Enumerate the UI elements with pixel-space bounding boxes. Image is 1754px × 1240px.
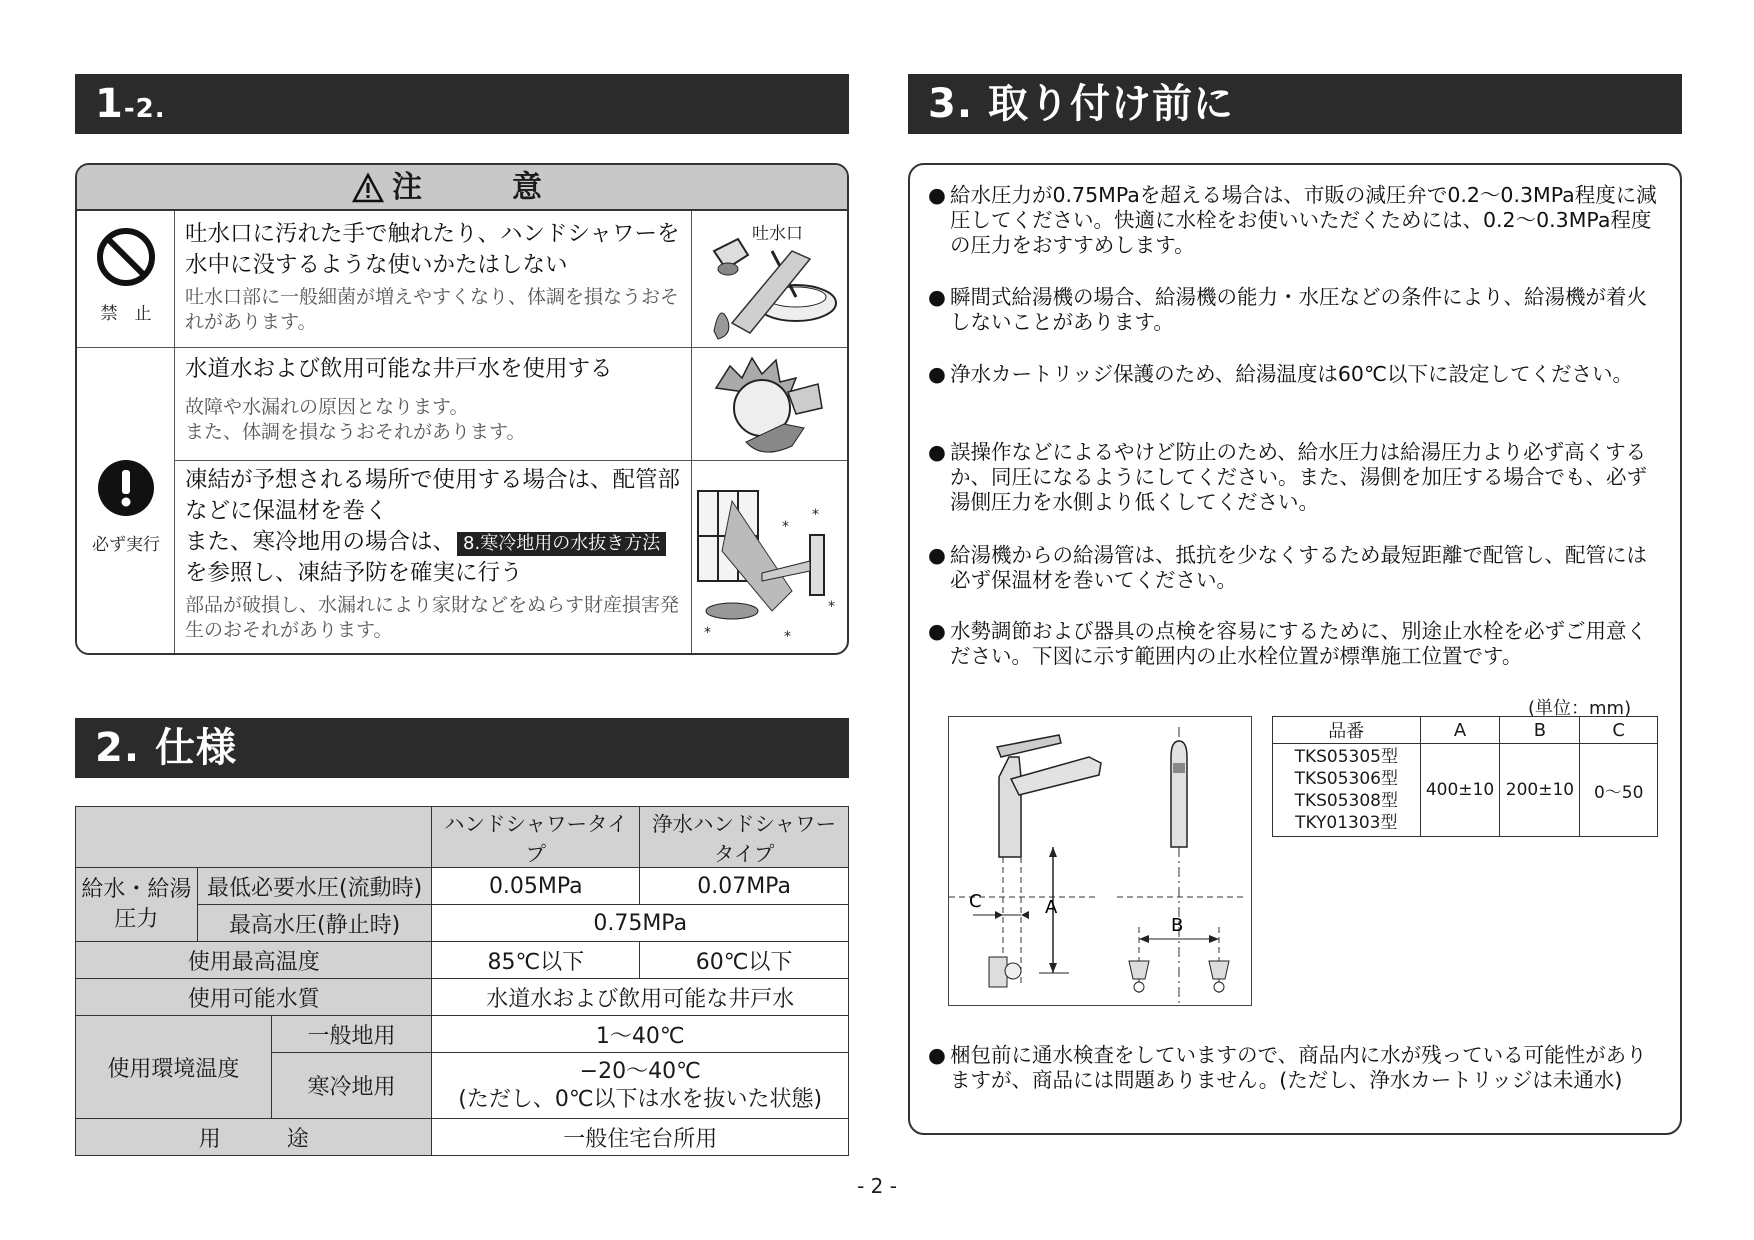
- unit-label: (単位：mm): [1528, 698, 1632, 719]
- caution-main-text: 吐水口に汚れた手で触れたり、ハンドシャワーを水中に没するような使いかたはしない: [185, 221, 680, 278]
- table-cell: 0.07MPa: [640, 868, 849, 905]
- model-number: TKS05308型: [1294, 791, 1398, 811]
- table-row: [76, 1119, 849, 1156]
- caution-main-text: 水道水および飲用可能な井戸水を使用する: [185, 356, 613, 382]
- note-text: 給湯機からの給湯管は、抵抗を少なくするため最短距離で配管し、配管には必ず保温材を巻いてください。: [950, 543, 1647, 592]
- caution-text: [185, 219, 685, 335]
- page-number: - 2 -: [857, 1174, 897, 1198]
- note-text: 梱包前に通水検査をしていますので、商品内に水が残っている可能性がありますが、商品には問題ありません。(ただし、浄水カートリッジは未通水): [950, 1043, 1647, 1092]
- warning-icon: [352, 173, 384, 203]
- person-drinking-icon: [692, 348, 848, 460]
- table-cell: 1～40℃: [432, 1016, 849, 1053]
- table-cell: [76, 807, 432, 868]
- bullet-icon: ●: [928, 362, 946, 386]
- table-row-header: 最低必要水圧(流動時): [197, 868, 432, 905]
- bullet-icon: ●: [928, 285, 946, 309]
- freeze-main-a: 凍結が予想される場所で使用する場合は、配管部などに保温材を巻く: [185, 467, 681, 524]
- section-1-header: [75, 74, 849, 134]
- section-2-title: 2. 仕様: [95, 725, 237, 771]
- svg-text:*: *: [784, 629, 791, 645]
- note-item: [928, 543, 1666, 593]
- freeze-main-b: また、寒冷地用の場合は、: [185, 529, 456, 555]
- section-3-title: 3. 取り付け前に: [928, 81, 1234, 127]
- section-3-header: [908, 74, 1682, 134]
- installation-diagram: [948, 716, 1252, 1006]
- note-item: [928, 1043, 1666, 1093]
- bullet-icon: ●: [928, 183, 946, 207]
- caution-row-prohibit: [77, 211, 847, 347]
- spout-label: 吐水口: [752, 219, 803, 244]
- table-cell: 0.75MPa: [432, 905, 849, 942]
- table-row: [76, 807, 849, 868]
- table-row: [76, 942, 849, 979]
- cold-temp-range: −20～40℃: [579, 1058, 701, 1084]
- svg-text:*: *: [782, 519, 789, 535]
- dimension-a-label: A: [1045, 897, 1058, 918]
- cold-temp-note: (ただし、0℃以下は水を抜いた状態): [458, 1086, 823, 1112]
- table-row-header: 最高水圧(静止時): [197, 905, 432, 942]
- table-cell: 400±10: [1420, 744, 1500, 837]
- model-list-cell: [1273, 744, 1421, 837]
- svg-text:*: *: [812, 507, 819, 523]
- note-item: [928, 183, 1666, 258]
- section-1-subnumber: -2.: [123, 94, 166, 124]
- model-number: TKY01303型: [1295, 813, 1398, 833]
- bullet-icon: ●: [928, 1043, 946, 1067]
- caution-row-water: [77, 347, 847, 460]
- table-row: [1273, 717, 1658, 744]
- table-row: [76, 979, 849, 1016]
- table-row-header: 一般地用: [271, 1016, 432, 1053]
- table-cell: 0～50: [1580, 744, 1658, 837]
- note-item: [928, 285, 1666, 335]
- svg-text:*: *: [828, 599, 835, 615]
- caution-icon-cell: [77, 211, 175, 347]
- table-cell: 200±10: [1500, 744, 1580, 837]
- note-text: 誤操作などによるやけど防止のため、給水圧力は給湯圧力より必ず高くするか、同圧になるようにしてください。また、湯側を加圧する場合でも、必ず湯側圧力を水側より低くしてください。: [950, 440, 1647, 514]
- table-header-cell: B: [1500, 717, 1580, 744]
- table-header-cell: ハンドシャワータイプ: [432, 807, 640, 868]
- table-row-header: 使用可能水質: [76, 979, 432, 1016]
- table-header-cell: 浄水ハンドシャワータイプ: [640, 807, 849, 868]
- caution-row-freeze: [77, 460, 847, 655]
- table-cell: 60℃以下: [640, 942, 849, 979]
- cold-region-reference-tag: 8.寒冷地用の水抜き方法: [457, 532, 666, 556]
- table-row: [76, 868, 849, 905]
- table-cell: 水道水および飲用可能な井戸水: [432, 979, 849, 1016]
- caution-sub-text: 部品が破損し、水漏れにより家財などをぬらす財産損害発生のおそれがあります。: [185, 594, 680, 641]
- table-row-header: 寒冷地用: [271, 1053, 432, 1119]
- bullet-icon: ●: [928, 619, 946, 643]
- note-item: [928, 440, 1666, 515]
- exclamation-icon: [77, 448, 175, 528]
- caution-box: [75, 163, 849, 655]
- prohibit-icon: [77, 211, 175, 291]
- prohibit-label: 禁 止: [100, 304, 152, 324]
- table-row-header: 使用環境温度: [76, 1016, 272, 1119]
- table-header-cell: 品番: [1273, 717, 1421, 744]
- caution-sub-line: 故障や水漏れの原因となります。: [185, 396, 469, 418]
- freeze-main-c: を参照し、凍結予防を確実に行う: [185, 560, 523, 586]
- section-1-number: 1: [95, 81, 124, 127]
- dimension-b-label: B: [1171, 915, 1184, 936]
- model-number: TKS05305型: [1294, 747, 1398, 767]
- table-row-header: 用 途: [76, 1119, 432, 1156]
- freeze-illustration: [691, 461, 847, 655]
- note-text: 給水圧力が0.75MPaを超える場合は、市販の減圧弁で0.2～0.3MPa程度に減圧してください。快適に水栓をお使いいただくためには、0.2～0.3MPa程度の圧力をおすすめします。: [950, 183, 1657, 257]
- note-text: 浄水カートリッジ保護のため、給湯温度は60℃以下に設定してください。: [950, 362, 1633, 386]
- svg-text:*: *: [704, 625, 711, 641]
- must-do-icon-cell: [77, 347, 175, 655]
- table-cell: 一般住宅台所用: [432, 1119, 849, 1156]
- section-2-header: [75, 718, 849, 778]
- frozen-window-icon: [692, 461, 848, 655]
- note-text: 瞬間式給湯機の場合、給湯機の能力・水圧などの条件により、給湯機が着火しないことがあります。: [950, 285, 1647, 334]
- caution-text: [185, 354, 685, 445]
- table-row-header: 給水・給湯 圧力: [76, 868, 198, 942]
- note-item: [928, 619, 1666, 669]
- model-dimension-table: [1272, 716, 1658, 837]
- note-text: 水勢調節および器具の点検を容易にするために、別途止水栓を必ずご用意ください。下図に示す範囲内の止水栓位置が標準施工位置です。: [950, 619, 1647, 668]
- faucet-dimension-drawing: [949, 717, 1251, 1005]
- bullet-icon: ●: [928, 440, 946, 464]
- drinking-illustration: [691, 348, 847, 460]
- table-header-cell: A: [1420, 717, 1500, 744]
- spec-table: [75, 806, 849, 1156]
- table-cell: [432, 1053, 849, 1119]
- model-number: TKS05306型: [1294, 769, 1398, 789]
- caution-sub-line: また、体調を損なうおそれがあります。: [185, 421, 526, 443]
- table-row: [1273, 744, 1658, 837]
- caution-title: 注 意: [392, 170, 572, 205]
- caution-sub-text: 吐水口部に一般細菌が増えやすくなり、体調を損なうおそれがあります。: [185, 286, 680, 333]
- caution-text: [185, 465, 685, 643]
- table-cell: 0.05MPa: [432, 868, 640, 905]
- caution-main-text: [185, 465, 685, 589]
- bullet-icon: ●: [928, 543, 946, 567]
- table-header-cell: C: [1580, 717, 1658, 744]
- note-item: [928, 362, 1666, 387]
- caution-sub-text: [185, 395, 685, 445]
- spout-illustration: [691, 211, 847, 347]
- table-row-header: 使用最高温度: [76, 942, 432, 979]
- table-row: [76, 1016, 849, 1053]
- caution-title-bar: [77, 165, 847, 211]
- must-do-label: 必ず実行: [92, 535, 160, 555]
- table-cell: 85℃以下: [432, 942, 640, 979]
- dimension-c-label: C: [969, 891, 982, 912]
